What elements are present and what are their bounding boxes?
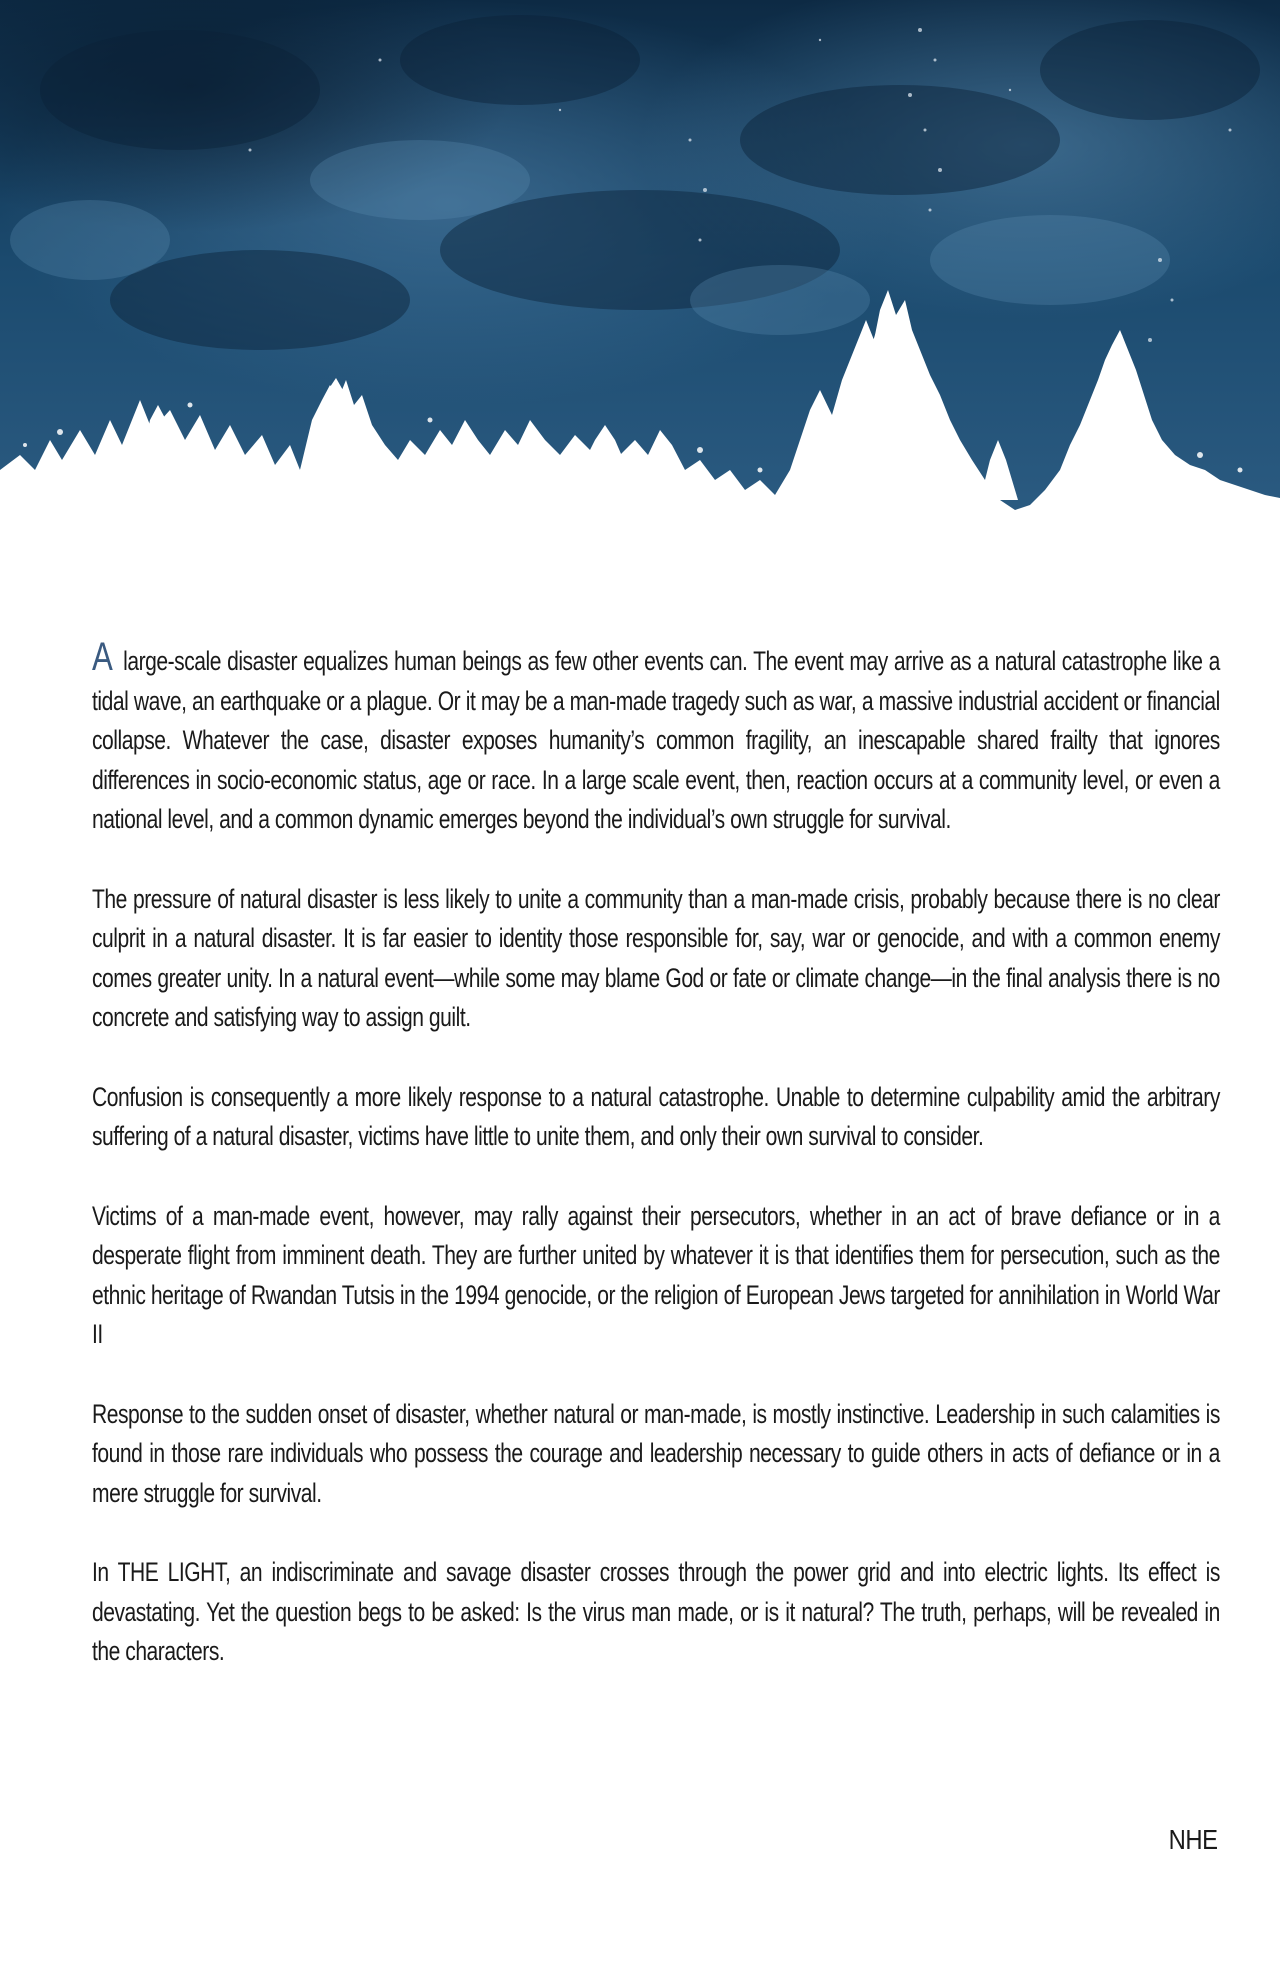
paragraph-1 (92, 635, 1220, 840)
paragraph-2: The pressure of natural disaster is less likely to unite a community than a man-made crisis, probably because there is no clear culprit in a natural disaster. It is far easier to identity those responsible for, say, war or genocide, and with a common enemy comes greater unity. In a natural event—while some may blame God or fate or climate change—in the final analysis there is no concrete and satisfying way to assign guilt. (92, 883, 1220, 1032)
drop-cap: A (92, 635, 113, 679)
winter-forest-illustration (0, 0, 1280, 580)
essay-body (92, 635, 1220, 1712)
paragraph-3: Confusion is consequently a more likely response to a natural catastrophe. Unable to determine culpability amid the arbitrary suffering of a natural disaster, victims have little to unite them, and only their own survival to consider. (92, 1081, 1220, 1151)
paragraph-1-text: large-scale disaster equalizes human beings as few other events can. The event may arrive as a natural catastrophe like a tidal wave, an earthquake or a plague. Or it may be a man-made tragedy such as war, a massive industrial accident or financial collapse. Whatever the case, disaster exposes humanity’s common fragility, an inescapable shared frailty that ignores differences in socio-economic status, age or race. In a large scale event, then, reaction occurs at a community level, or even a national level, and a common dynamic emerges beyond the individual’s own struggle for survival. (92, 646, 1220, 834)
paragraph-4: Victims of a man-made event, however, may rally against their persecutors, whether in an act of brave defiance or in a desperate flight from imminent death. They are further united by whatever it is that identifies them for persecution, such as the ethnic heritage of Rwandan Tutsis in the 1994 genocide, or the religion of European Jews targeted for annihilation in World War II (92, 1200, 1220, 1349)
forest-banner-art (0, 0, 1280, 580)
author-signature: NHE (1169, 1824, 1218, 1855)
paragraph-6: In THE LIGHT, an indiscriminate and savage disaster crosses through the power grid and into electric lights. Its effect is devastating. Yet the question begs to be asked: Is the virus man made, or is it natural? The truth, perhaps, will be revealed in the characters. (92, 1557, 1220, 1666)
paragraph-5: Response to the sudden onset of disaster, whether natural or man-made, is mostly instinctive. Leadership in such calamities is found in those rare individuals who possess the courage and leadership necessary to guide others in acts of defiance or in a mere struggle for survival. (92, 1398, 1220, 1508)
